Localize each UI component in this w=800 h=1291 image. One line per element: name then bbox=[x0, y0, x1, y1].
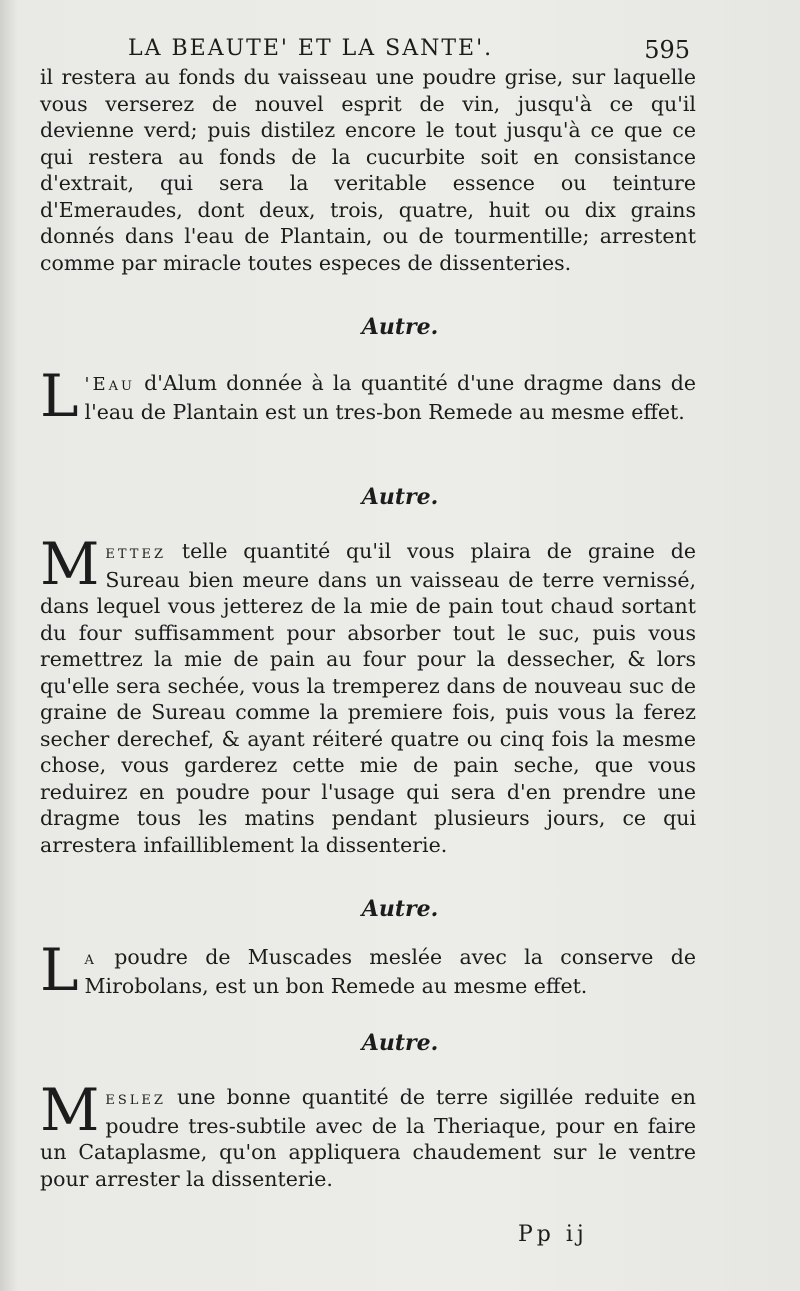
section-body bbox=[40, 362, 696, 430]
drop-cap: L bbox=[40, 936, 79, 1004]
section-text: telle quantité qu'il vous plaira de graine de Sureau bien meure dans un vaisseau de terre vernissé, dans lequel vous jetterez de la mie de pain tout chaud sortant du four suffisamment pour absorber tout le suc, puis vous remettrez la mie de pain au four pour la dessecher, & lors qu'elle sera sechée, vous la tremperez dans de nouveau suc de graine de Sureau comme la premiere fois, puis vous la ferez secher derechef, & ayant réiteré quatre ou cinq fois la mesme chose, vous garderez cette mie de pain seche, que vous reduirez en poudre pour l'usage qui sera d'en prendre une dragme tous les matins pendant plusieurs jours, ce qui arrestera infailliblement la dissenterie. bbox=[40, 539, 696, 857]
lead-word: 'Eau bbox=[84, 374, 135, 395]
paragraph-text: il restera au fonds du vaisseau une poudre grise, sur laquelle vous verserez de nouvel esprit de vin, jusqu'à ce qu'il devienne verd; puis distilez encore le tout jusqu'à ce que ce qui restera au fonds de la cucurbite soit en consistance d'extrait, qui sera la veritable essence ou teinture d'Emeraudes, dont deux, trois, quatre, huit ou dix grains donnés dans l'eau de Plantain, ou de tourmentille; arrestent comme par miracle toutes especes de dissenteries. bbox=[40, 65, 696, 275]
section-text: poudre de Muscades meslée avec la conserve de Mirobolans, est un bon Remede au mesme effet. bbox=[84, 945, 696, 998]
section-heading: Autre. bbox=[361, 1030, 439, 1056]
running-head-title: LA BEAUTE' ET LA SANTE'. bbox=[128, 36, 494, 61]
page-number: 595 bbox=[644, 36, 690, 64]
running-head bbox=[128, 36, 690, 64]
drop-cap: L bbox=[40, 362, 79, 430]
section-heading: Autre. bbox=[361, 484, 439, 510]
section-heading: Autre. bbox=[361, 314, 439, 340]
section-text: une bonne quantité de terre sigillée reduite en poudre tres-subtile avec de la Theriaque, pour en faire un Cataplasme, qu'on appliquera chaudement sur le ventre pour arrester la dissenterie. bbox=[40, 1085, 696, 1191]
section-text: d'Alum donnée à la quantité d'une dragme dans de l'eau de Plantain est un tres-bon Remede au mesme effet. bbox=[84, 371, 696, 424]
paragraph-continued bbox=[40, 64, 696, 276]
signature-mark: Pp ij bbox=[518, 1222, 588, 1247]
section-body bbox=[40, 936, 696, 1004]
section-body bbox=[40, 530, 696, 858]
lead-word: eslez bbox=[105, 1088, 166, 1109]
drop-cap: M bbox=[40, 530, 100, 598]
lead-word: ettez bbox=[105, 542, 166, 563]
drop-cap: M bbox=[40, 1076, 100, 1144]
section-heading: Autre. bbox=[361, 896, 439, 922]
section-body bbox=[40, 1076, 696, 1192]
lead-word: a bbox=[84, 948, 97, 969]
